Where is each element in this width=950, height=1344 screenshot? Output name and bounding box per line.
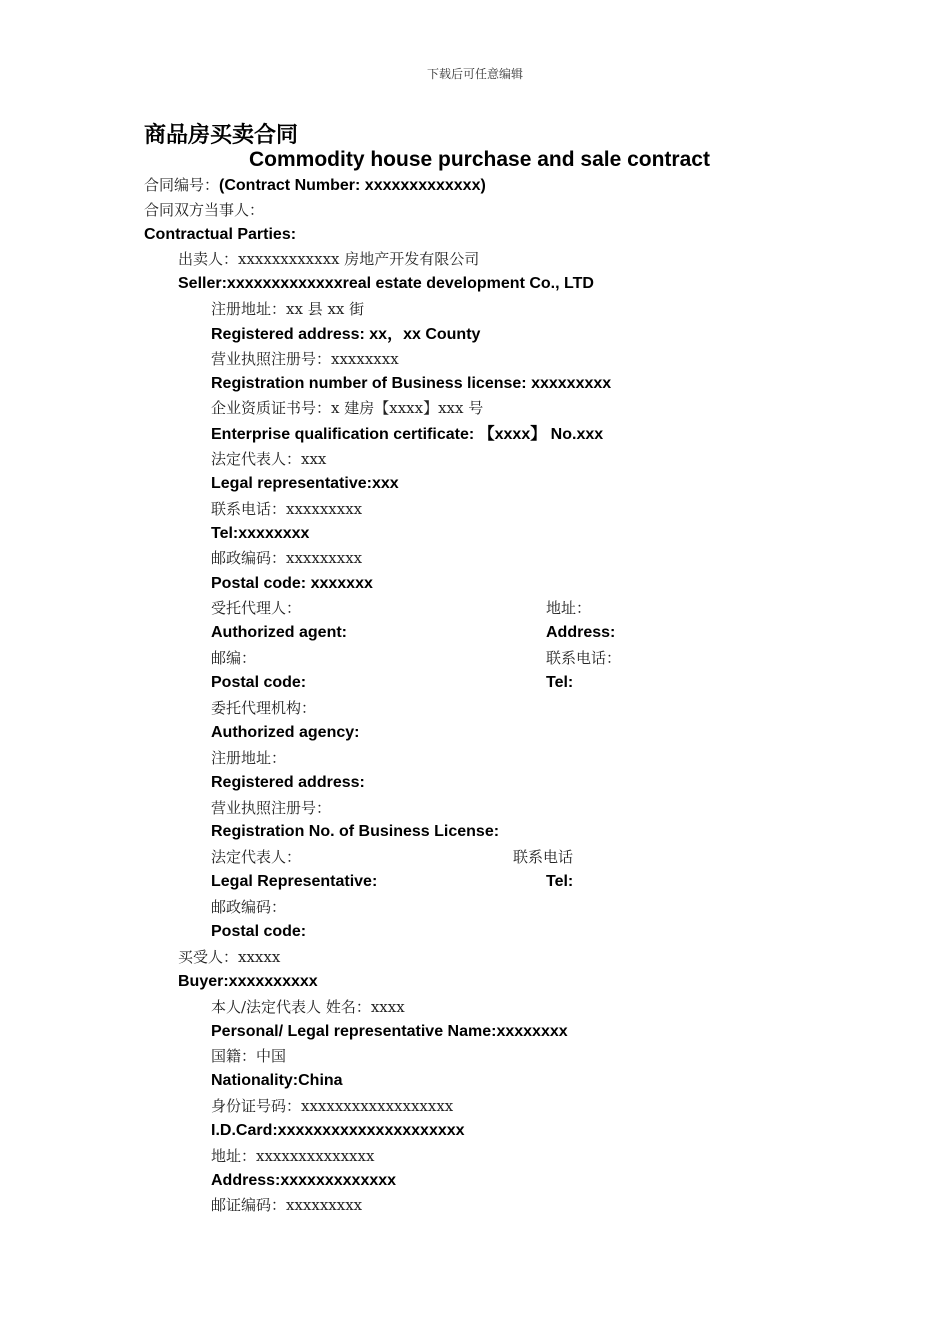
agency-cn: 委托代理机构：	[211, 699, 317, 717]
seller-legal-rep-cn: 法定代表人：xxx	[211, 450, 327, 468]
agent-en: Authorized agent:	[211, 624, 347, 641]
agency-reg-cn: 注册地址：	[211, 749, 287, 767]
parties-en: Contractual Parties:	[144, 226, 297, 243]
agent-cn: 受托代理人：	[211, 599, 302, 617]
seller-legal-rep-en: Legal representative:xxx	[211, 475, 399, 492]
seller-license-cn: 营业执照注册号：xxxxxxxx	[211, 350, 399, 368]
seller-qualification-cn: 企业资质证书号：x 建房【xxxx】xxx 号	[211, 399, 484, 417]
agency-postal-cn: 邮政编码：	[211, 898, 287, 916]
buyer-name-en: Personal/ Legal representative Name:xxxxxxxx	[211, 1023, 568, 1040]
seller-en: Seller:xxxxxxxxxxxxxreal estate development Co., LTD	[178, 275, 594, 292]
seller-postal-cn: 邮政编码：xxxxxxxxx	[211, 549, 363, 567]
agency-legal-cn: 法定代表人：	[211, 848, 302, 866]
buyer-address-cn: 地址：xxxxxxxxxxxxxx	[211, 1147, 375, 1165]
seller-license-en: Registration number of Business license: xxxxxxxxx	[211, 375, 612, 392]
agency-tel-cn: 联系电话	[513, 848, 574, 866]
agent-postal-en: Postal code:	[211, 674, 307, 691]
buyer-address-en: Address:xxxxxxxxxxxxx	[211, 1172, 397, 1189]
agency-tel-en: Tel:	[546, 873, 574, 890]
seller-cn: 出卖人：xxxxxxxxxxxx 房地产开发有限公司	[178, 250, 480, 268]
agent-address-en: Address:	[546, 624, 616, 641]
agency-postal-en: Postal code:	[211, 923, 307, 940]
buyer-name-cn: 本人/法定代表人 姓名：xxxx	[211, 998, 405, 1016]
title-en: Commodity house purchase and sale contract	[249, 148, 710, 171]
contract-number-label: 合同编号：	[144, 176, 220, 194]
agency-license-en: Registration No. of Business License:	[211, 823, 500, 840]
seller-qualification-en: Enterprise qualification certificate: 【xxxx】 No.xxx	[211, 426, 604, 443]
buyer-nationality-en: Nationality:China	[211, 1072, 343, 1089]
agency-license-cn: 营业执照注册号：	[211, 799, 332, 817]
agency-reg-en: Registered address:	[211, 774, 365, 791]
agency-legal-en: Legal Representative:	[211, 873, 378, 890]
agent-address-cn: 地址：	[546, 599, 592, 617]
header-note: 下载后可任意编辑	[426, 67, 523, 81]
agent-tel-cn: 联系电话：	[546, 649, 622, 667]
buyer-nationality-cn: 国籍：中国	[211, 1047, 287, 1065]
seller-tel-cn: 联系电话：xxxxxxxxx	[211, 500, 363, 518]
buyer-cn: 买受人：xxxxx	[178, 948, 281, 966]
agent-postal-cn: 邮编：	[211, 649, 257, 667]
agency-en: Authorized agency:	[211, 724, 360, 741]
seller-reg-address-cn: 注册地址：xx 县 xx 街	[211, 300, 365, 318]
seller-reg-address-en: Registered address: xx，xx County	[211, 326, 481, 343]
buyer-id-cn: 身份证号码：xxxxxxxxxxxxxxxxxx	[211, 1097, 454, 1115]
parties-cn: 合同双方当事人：	[144, 201, 265, 219]
seller-tel-en: Tel:xxxxxxxx	[211, 525, 310, 542]
buyer-postal-cn: 邮证编码：xxxxxxxxx	[211, 1196, 363, 1214]
buyer-id-en: I.D.Card:xxxxxxxxxxxxxxxxxxxxx	[211, 1122, 465, 1139]
contract-number-value: (Contract Number: xxxxxxxxxxxxx)	[219, 177, 486, 194]
title-cn: 商品房买卖合同	[144, 123, 299, 148]
seller-postal-en: Postal code: xxxxxxx	[211, 575, 373, 592]
agent-tel-en: Tel:	[546, 674, 574, 691]
buyer-en: Buyer:xxxxxxxxxx	[178, 973, 318, 990]
contract-number-line	[144, 177, 486, 194]
